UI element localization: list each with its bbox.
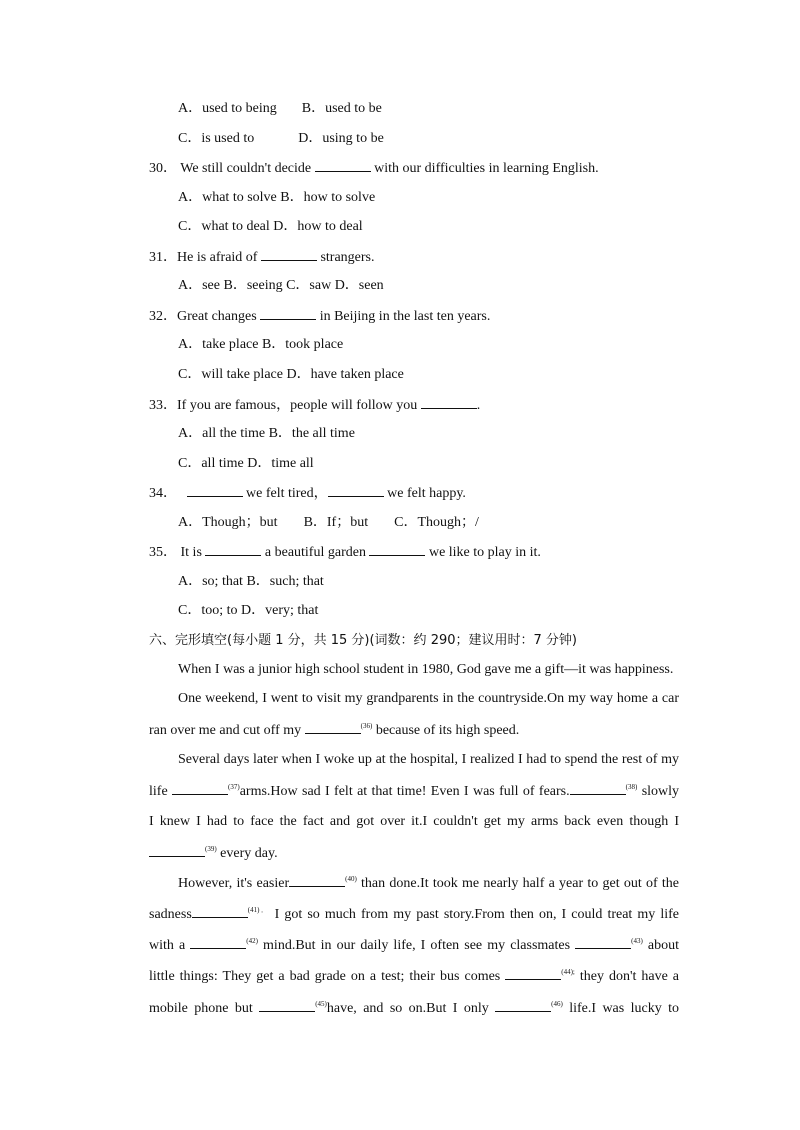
cloze-blank-45[interactable] xyxy=(259,999,315,1012)
answer-blank[interactable] xyxy=(205,543,261,556)
q29-options-row1 xyxy=(178,100,382,118)
answer-blank[interactable] xyxy=(369,543,425,556)
q30-options-row2: C．what to deal D．how to deal xyxy=(178,219,363,234)
blank-number: (46) xyxy=(551,1000,563,1008)
passage-line: sadness $^{(41).}$ I got so much from my past story.From then on, I could treat my life xyxy=(149,906,679,922)
q34-options xyxy=(178,514,479,532)
q33-options-row1: A．all the time B．the all time xyxy=(178,426,355,441)
question-31 xyxy=(149,248,375,267)
option-d: D．using to be xyxy=(298,131,384,146)
q35-options-row2: C．too; to D．very; that xyxy=(178,603,319,618)
blank-number: (38) xyxy=(625,783,638,791)
section-title: 六、完形填空(每小题 1 分，共 15 分)(词数：约 290；建议用时：7 分钟) xyxy=(149,633,577,648)
blank-number: (36) xyxy=(360,722,373,730)
cloze-blank-37[interactable] xyxy=(172,782,228,795)
question-text: If you are famous，people will follow you xyxy=(177,398,418,413)
q32-options-row1: A．take place B．took place xyxy=(178,337,344,352)
cloze-blank-43[interactable] xyxy=(575,936,631,949)
cloze-blank-42[interactable] xyxy=(190,936,246,949)
passage-line: However, it's easier $^{(40)}$ than done.It took me nearly half a year to get out of the xyxy=(178,875,679,891)
passage-line: mobile phone but $^{(45)}$have, and so on.But I only $^{(46)}$ life.I was lucky to xyxy=(149,1000,680,1016)
cloze-blank-41[interactable] xyxy=(192,905,248,918)
answer-blank[interactable] xyxy=(328,484,384,497)
q29-options-row2 xyxy=(178,130,384,148)
question-text: He is afraid of xyxy=(177,250,258,265)
question-text: with our difficulties in learning English. xyxy=(374,161,599,176)
option-a: A．Though；but xyxy=(178,515,278,530)
answer-blank[interactable] xyxy=(421,396,477,409)
passage-line: $^{(39)}$ every day. xyxy=(149,844,679,863)
blank-number: (37) xyxy=(228,783,240,791)
question-number: 33． xyxy=(149,398,177,413)
passage-line: with a $^{(42)}$ mind.But in our daily life, I often see my classmates $^{(43)}$ about xyxy=(149,937,680,953)
passage-line: When I was a junior high school student in 1980, God gave me a gift—it was happiness. xyxy=(178,662,674,677)
answer-blank[interactable] xyxy=(260,307,316,320)
answer-blank[interactable] xyxy=(261,248,317,261)
question-text: a beautiful garden xyxy=(264,545,366,560)
cloze-blank-36[interactable] xyxy=(305,721,361,734)
question-30 xyxy=(149,159,599,178)
question-text: we felt tired， xyxy=(246,486,328,501)
passage-line: life $^{(37)}$arms.How sad I felt at that time! Even I was full of fears. $^{(38)}$ slowly xyxy=(149,783,680,799)
blank-number: (45) xyxy=(315,1000,327,1008)
cloze-blank-39[interactable] xyxy=(149,844,205,857)
question-35 xyxy=(149,543,541,562)
passage-line: ran over me and cut off my $^{(36)}$ because of its high speed. xyxy=(149,722,520,738)
question-text: . xyxy=(476,398,481,413)
blank-number: (39) xyxy=(205,845,217,853)
passage-line: Several days later when I woke up at the hospital, I realized I had to spend the rest of my xyxy=(178,752,679,767)
passage-line: little things: They get a bad grade on a test; their bus comes $^{(44);}$ they don't have a xyxy=(149,968,679,984)
cloze-blank-46[interactable] xyxy=(495,999,551,1012)
q31-options: A．see B．seeing C．saw D．seen xyxy=(178,278,384,293)
blank-number: (42) xyxy=(246,937,258,945)
question-33 xyxy=(149,396,480,415)
option-c: C．is used to xyxy=(178,131,255,146)
passage-line: One weekend, I went to visit my grandparents in the countryside.On my way home a car xyxy=(178,691,679,706)
q35-options-row1: A．so; that B．such; that xyxy=(178,574,324,589)
answer-blank[interactable] xyxy=(187,484,243,497)
q30-options-row1: A．what to solve B．how to solve xyxy=(178,190,376,205)
q32-options-row2: C．will take place D．have taken place xyxy=(178,367,404,382)
blank-number: (41)． xyxy=(247,906,270,914)
answer-blank[interactable] xyxy=(315,159,371,172)
question-number: 35． xyxy=(149,545,177,560)
cloze-blank-44[interactable] xyxy=(505,967,561,980)
question-text: we felt happy. xyxy=(387,486,466,501)
option-c: C．Though；/ xyxy=(394,515,479,530)
option-b: B．used to be xyxy=(301,101,382,116)
cloze-blank-40[interactable] xyxy=(289,874,345,887)
blank-number: (40) xyxy=(345,875,357,883)
question-34 xyxy=(149,484,466,503)
blank-number: (44); xyxy=(561,968,575,976)
q33-options-row2: C．all time D．time all xyxy=(178,456,314,471)
question-32 xyxy=(149,307,490,326)
option-a: A．used to being xyxy=(178,101,277,116)
question-number: 30． xyxy=(149,161,177,176)
question-text: we like to play in it. xyxy=(428,545,541,560)
question-text: strangers. xyxy=(320,250,375,265)
question-text: It is xyxy=(180,545,202,560)
question-text: We still couldn't decide xyxy=(180,161,312,176)
blank-number: (43) xyxy=(631,937,643,945)
question-number: 32． xyxy=(149,309,177,324)
question-text: Great changes xyxy=(177,309,257,324)
passage-line: I knew I had to face the fact and got over it.I couldn't get my arms back even though I xyxy=(149,814,679,829)
question-text: in Beijing in the last ten years. xyxy=(319,309,491,324)
question-number: 34． xyxy=(149,486,177,501)
option-b: B．If；but xyxy=(303,515,369,530)
question-number: 31． xyxy=(149,250,177,265)
cloze-blank-38[interactable] xyxy=(570,782,626,795)
